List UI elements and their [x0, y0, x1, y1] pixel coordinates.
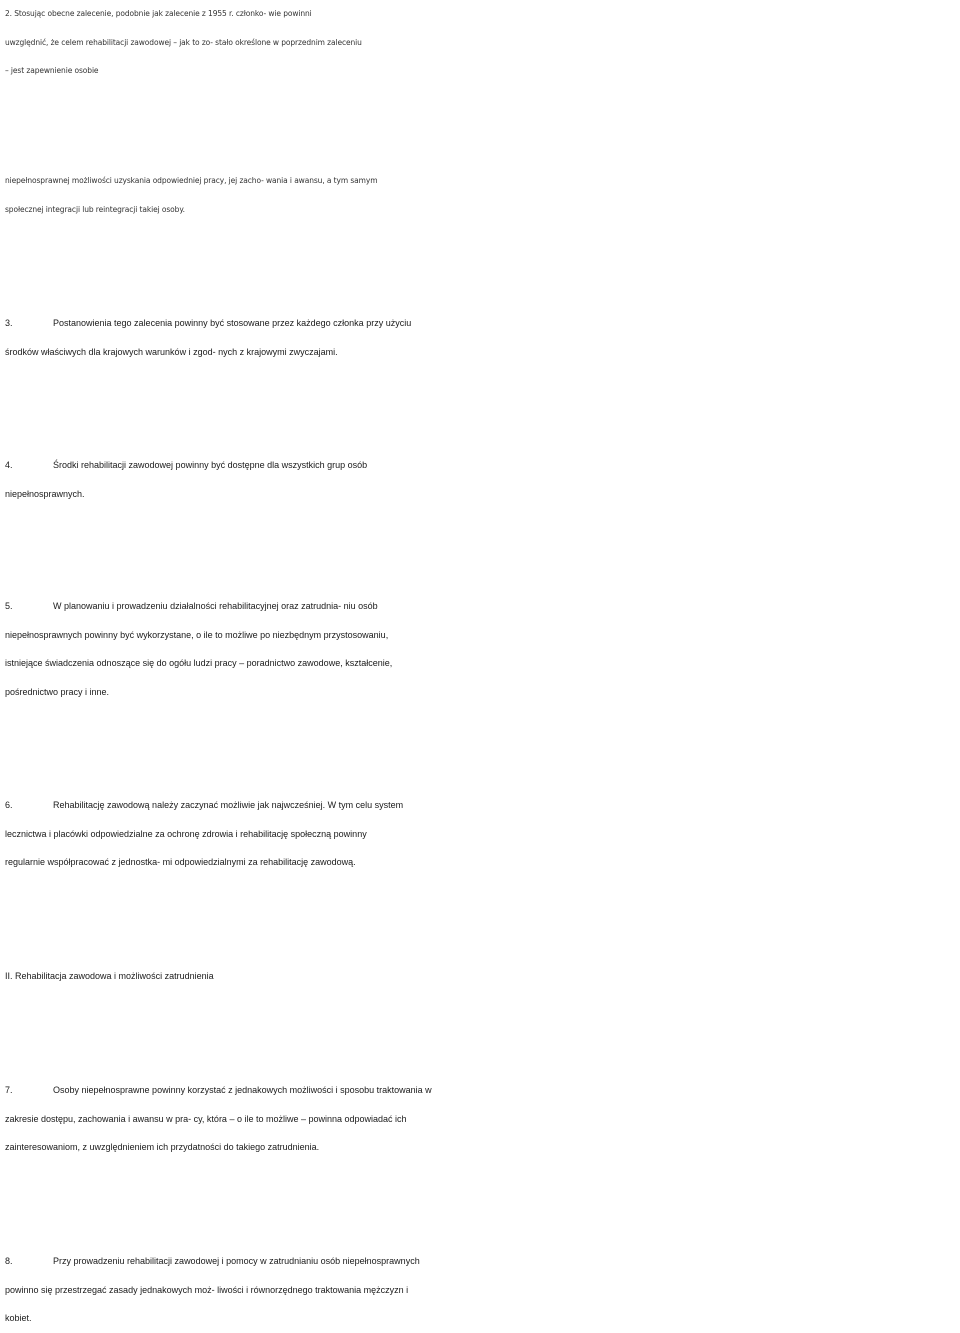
paragraph-5	[5, 592, 960, 706]
paragraph-8-line-2: powinno się przestrzegać zasady jednakowych moż- liwości i równorzędnego traktowania mężczyzn i	[5, 1284, 409, 1295]
paragraph-6-line-3: regularnie współpracować z jednostka- mi odpowiedzialnymi za rehabilitację zawodową.	[5, 857, 356, 867]
paragraph-3-line-1: Postanowienia tego zalecenia powinny być stosowane przez każdego członka przy użyciu	[53, 318, 412, 328]
paragraph-7-line-2: zakresie dostępu, zachowania i awansu w pra- cy, która – o ile to możliwe – powinna odpowiadać ich	[5, 1113, 407, 1124]
paragraph-4-number: 4.	[5, 460, 13, 470]
paragraph-5-number: 5.	[5, 601, 13, 611]
paragraph-5-line-3: istniejące świadczenia odnoszące się do ogółu ludzi pracy – poradnictwo zawodowe, kształcenie,	[5, 658, 393, 668]
paragraph-6	[5, 791, 960, 877]
paragraph-6-line-1: Rehabilitację zawodową należy zaczynać możliwie jak najwcześniej. W tym celu system	[53, 800, 404, 810]
paragraph-7-line-1: Osoby niepełnosprawne powinny korzystać z jednakowych możliwości i sposobu traktowania w	[53, 1085, 432, 1095]
paragraph-8	[5, 1247, 960, 1333]
paragraph-7	[5, 1076, 960, 1162]
paragraph-2-line-5: społecznej integracji lub reintegracji takiej osoby.	[5, 204, 185, 214]
paragraph-2-line-1: 2. Stosując obecne zalecenie, podobnie jak zalecenie z 1955 r. członko- wie powinni	[5, 9, 312, 18]
paragraph-8-line-1: Przy prowadzeniu rehabilitacji zawodowej i pomocy w zatrudnianiu osób niepełnosprawnych	[53, 1256, 420, 1266]
paragraph-8-line-3: kobiet.	[5, 1313, 32, 1323]
paragraph-3-number: 3.	[5, 318, 13, 328]
paragraph-6-number: 6.	[5, 800, 13, 810]
paragraph-2-continued	[5, 167, 960, 224]
section-heading	[5, 962, 960, 991]
paragraph-3	[5, 309, 960, 366]
paragraph-4-line-2: niepełnosprawnych.	[5, 488, 85, 499]
paragraph-4-line-1: Środki rehabilitacji zawodowej powinny być dostępne dla wszystkich grup osób	[53, 460, 368, 470]
paragraph-5-line-1: W planowaniu i prowadzeniu działalności rehabilitacyjnej oraz zatrudnia- niu osób	[53, 601, 378, 611]
paragraph-7-number: 7.	[5, 1085, 13, 1095]
paragraph-8-number: 8.	[5, 1256, 13, 1266]
paragraph-7-line-3: zainteresowaniom, z uwzględnieniem ich przydatności do takiego zatrudnienia.	[5, 1142, 320, 1152]
paragraph-3-line-2: środków właściwych dla krajowych warunków i zgod- nych z krajowymi zwyczajami.	[5, 346, 338, 357]
paragraph-2-line-3: – jest zapewnienie osobie	[5, 66, 99, 75]
paragraph-2	[5, 0, 960, 86]
paragraph-2-line-4: niepełnosprawnej możliwości uzyskania odpowiedniej pracy, jej zacho- wania i awansu, a tym samym	[5, 176, 378, 185]
paragraph-4	[5, 451, 960, 508]
paragraph-5-line-4: pośrednictwo pracy i inne.	[5, 686, 110, 697]
paragraph-5-line-2: niepełnosprawnych powinny być wykorzystane, o ile to możliwe po niezbędnym przystosowaniu,	[5, 629, 389, 640]
paragraph-6-line-2: lecznictwa i placówki odpowiedzialne za ochronę zdrowia i rehabilitację społeczną powinny	[5, 828, 367, 839]
section-heading-text: II. Rehabilitacja zawodowa i możliwości zatrudnienia	[5, 971, 214, 981]
paragraph-2-line-2: uwzględnić, że celem rehabilitacji zawodowej – jak to zo- stało określone w poprzednim zaleceniu	[5, 37, 362, 47]
